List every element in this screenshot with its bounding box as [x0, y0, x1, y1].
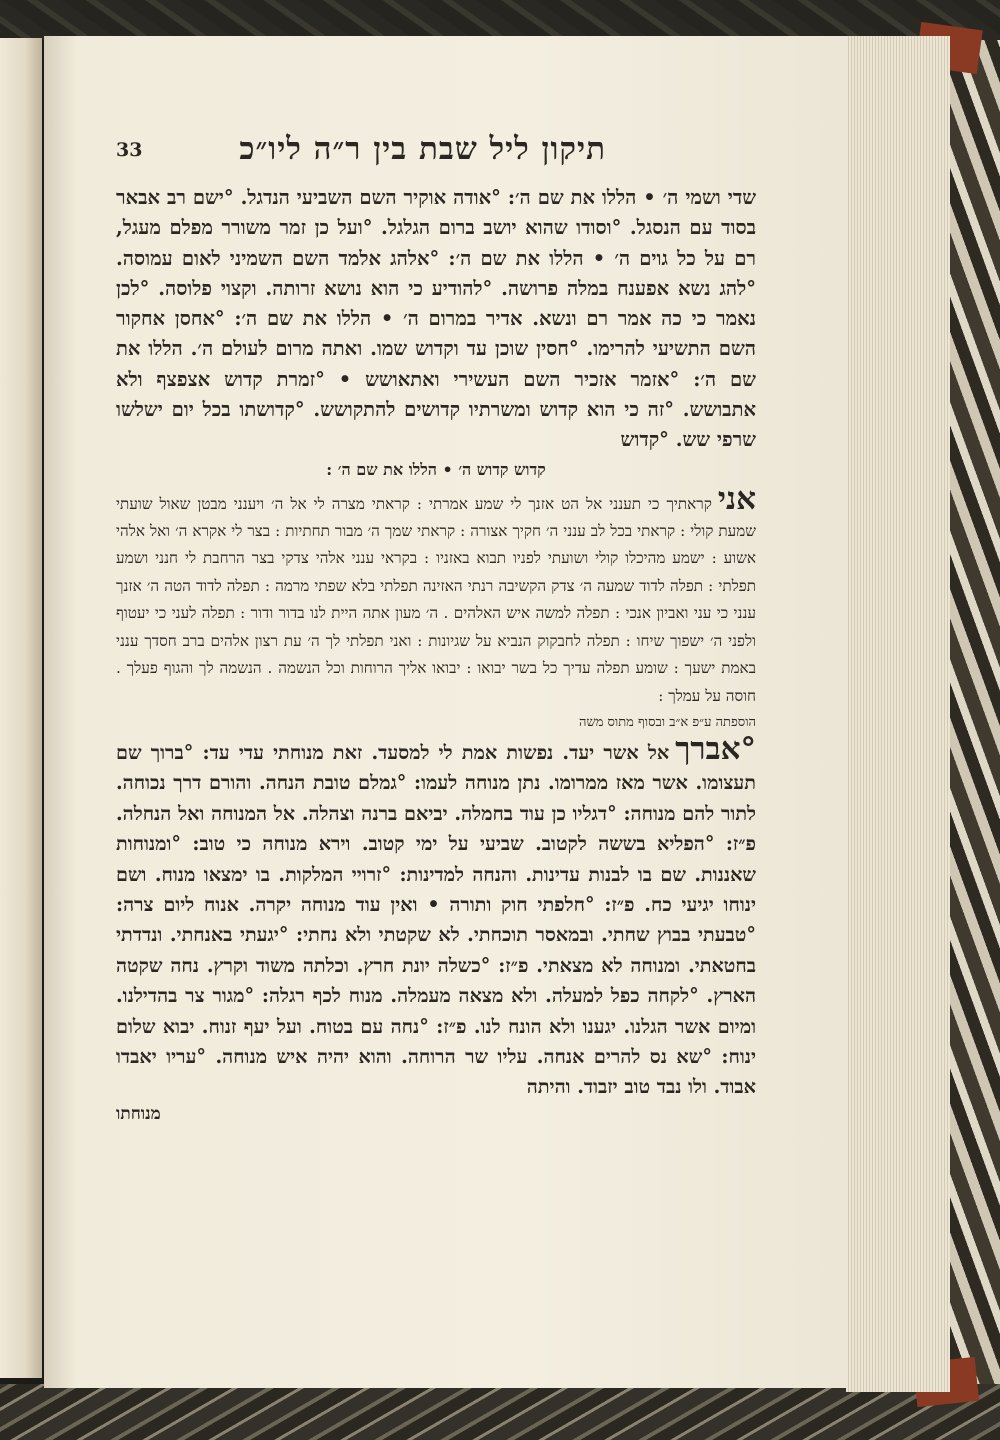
paragraph-verses [116, 480, 756, 710]
page-stack-edge [846, 36, 950, 1392]
facing-page-edge [0, 38, 42, 1378]
page-number: 33 [116, 139, 143, 161]
running-header [116, 131, 756, 183]
paragraph-piyyut: שדי ושמי ה׳ • הללו את שם ה׳: °אודה אוקיר השם השביעי הנדגל. °ישם רב אבאר בסוד עם הנסגל. °וסודו שהוא יושב ברום הגלגל. °ועל כן זמר משורר מפלם מעגל, רם על כל גוים ה׳ • הללו את שם ה׳: °אלהג אלמד השם השמיני לאום עמוסה. °להג נשא אפענח במלה פרושה. °להודיע כי הוא נושא זרותה. וקצוי פלוסה. °לכן נאמר כי כה אמר רם ונשא. אדיר במרום ה׳ • הללו את שם ה׳: °אחסן אחקור השם התשיעי להרימו. °חסין שוכן עד וקדוש שמו. ואתה מרום לעולם ה׳. הללו את שם ה׳: °אזמר אזכיר השם העשירי ואתאושש • °זמרת קדוש אצפצף ולא אתבושש. °זה כי הוא קדוש ומשרתיו קדושים להתקושש. °קדושתו בכל יום ישלשו שרפי שש. °קדוש [116, 186, 756, 452]
refrain-line: קדוש קדוש ה׳ • הללו את שם ה׳ : [326, 459, 546, 479]
dropcap-avarech: °אברך [675, 730, 756, 767]
catchword: מנוחתו [116, 1103, 161, 1124]
marbled-cover-top [0, 0, 1000, 40]
paragraph-menucha-text: אל אשר יעד. נפשות אמת לי למסעד. זאת מנוחתי עדי עד: °ברוך שם תעצומו. אשר מאז ממרומו. נתן מנוחה לעמו: °גמלם טובת הנחה. והורם דרך נכוחה. לתור להם מנוחה: °דגליו כן עוד בחמלה. יביאם ברנה וצהלה. אל המנוחה ואל הנחלה. פ״ז: °הפליא בששה לקטוב. שביעי על ימי קטוב. וירא מנוחה כי טוב: °ומנוחות שאננות. שם בו לבנות עדינות. והנחה למדינות: °זרויי המלקות. בו ימצאו מנוח. ושם ינוחו יגיעי כח. פ״ז: °חלפתי חוק ותורה • ואין עוד מנוחה יקרה. אנוח ליום צרה: °טבעתי בבוץ שחתי. ובמאסר תוכחתי. לא שקטתי ולא נחתי: °יגעתי באנחתי. ונדדתי בחטאתי. ומנוחה לא מצאתי. פ״ז: °כשלה יונת חרץ. וכלתה משוד וקרץ. נחה שקטה הארץ. °לקחה כפל למעלה. ולא מצאה מעמלה. מנוח לכף רגלה: °מגור צר בהדילנו. ומיום אשר הגלנו. יגענו ולא הונח לנו. פ״ז: °נחה עם בטוח. ועל יעף זנוח. יבוא שלום ינוח: °שא נס להרים אנחה. עליו שר הרוחה. והוא יהיה איש מנוחה. °עריו יאבדו אבוד. ולו נבד טוב יזבוד. והיתה [116, 740, 756, 1099]
marbled-cover-bottom [0, 1384, 1000, 1440]
paragraph-verses-text: קראתיך כי תענני אל הט אזנך לי שמע אמרתי : קראתי מצרה לי אל ה׳ ויענני מבטן שאול שועתי שמעת קולי : קראתי בכל לב ענני ה׳ חקיך אצורה : קראתי שמך ה׳ מבור תחתיות : בצר לי אקרא ה׳ ואל אלהי אשוע : ישמע מהיכלו קולי ושועתי לפניו תבוא באזניו : בקראי ענני אלהי צדקי בצר הרחבת לי חנני ושמע תפלתי : תפלה לדוד שמעה ה׳ צדק הקשיבה רנתי האזינה תפלתי בלא שפתי מרמה : תפלה לדוד הטה ה׳ אזנך ענני כי עני ואביון אנכי : תפלה למשה איש האלהים . ה׳ מעון אתה היית לנו בדור ודור : תפלה לעני כי יעטוף ולפני ה׳ ישפוך שיחו : תפלה לחבקוק הנביא על שגיונות : ואני תפלתי לך ה׳ עת רצון אלהים ברב חסדך ענני באמת ישעך : שומע תפלה עדיך כל בשר יבואו : יבואו אליך הרוחות וכל הנשמה . הנשמה לך והגוף פעלך . חוסה על עמלך : [116, 494, 756, 705]
header-title: תיקון ליל שבת בין ר״ה ליו״כ [239, 131, 606, 167]
text-block [116, 131, 756, 1125]
marbled-cover-edge [950, 40, 1000, 1390]
book-page [44, 36, 848, 1388]
dropcap-ani: אני [717, 480, 756, 517]
paragraph-menucha [116, 730, 756, 1103]
source-note: הוספתה ע״פ א״ב ובסוף מתוס משה [579, 714, 756, 730]
